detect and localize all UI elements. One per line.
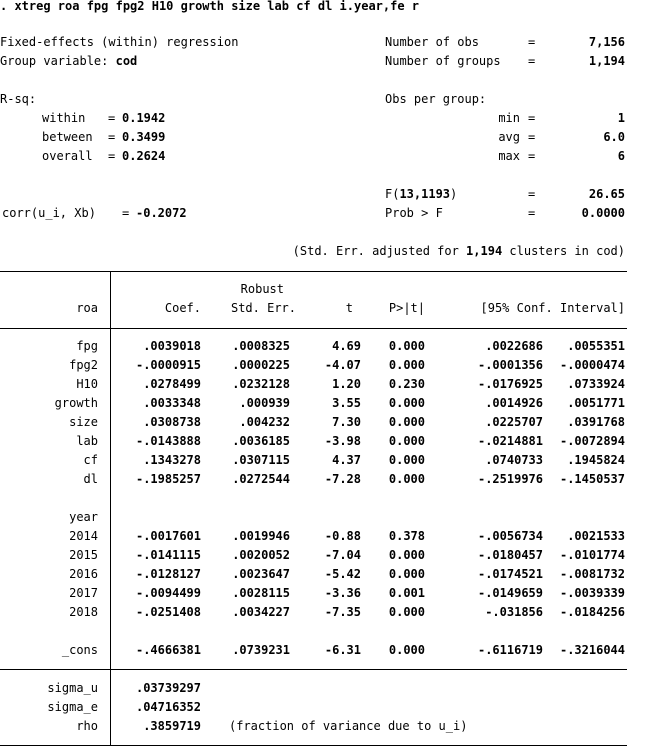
ci-low-cell: .0225707 bbox=[485, 415, 543, 429]
t-cell: 4.69 bbox=[332, 339, 361, 353]
p-cell: 0.000 bbox=[388, 643, 425, 657]
col-coef: Coef. bbox=[164, 301, 201, 315]
p-cell: 0.000 bbox=[388, 548, 425, 562]
coef-cell: -.0251408 bbox=[135, 605, 201, 619]
t-cell: -4.07 bbox=[324, 358, 361, 372]
between-label: between bbox=[42, 130, 93, 144]
col-t: t bbox=[345, 301, 353, 315]
col-se: Std. Err. bbox=[230, 301, 296, 315]
se-cell: .000939 bbox=[239, 396, 290, 410]
overall-label: overall bbox=[42, 149, 93, 163]
avg-value: 6.0 bbox=[603, 130, 625, 144]
within-label: within bbox=[42, 111, 86, 125]
probf-value: 0.0000 bbox=[581, 206, 625, 220]
coef-cell: -.0143888 bbox=[135, 434, 201, 448]
row-name: 2015 bbox=[69, 548, 98, 562]
sigma-u-label: sigma_u bbox=[47, 681, 98, 695]
se-cell: .0019946 bbox=[232, 529, 290, 543]
t-cell: -7.35 bbox=[324, 605, 361, 619]
se-note: (Std. Err. adjusted for 1,194 clusters in cod) bbox=[292, 244, 625, 258]
col-ci: [95% Conf. Interval] bbox=[480, 301, 625, 315]
obs-per-group-label: Obs per group: bbox=[385, 92, 487, 106]
ci-low-cell: -.0174521 bbox=[477, 567, 543, 581]
ci-low-cell: -.0149659 bbox=[477, 586, 543, 600]
ci-low-cell: -.0214881 bbox=[477, 434, 543, 448]
min-value: 1 bbox=[617, 111, 625, 125]
table-top-rule bbox=[0, 271, 627, 272]
p-cell: 0.000 bbox=[388, 605, 425, 619]
table-divider bbox=[110, 271, 111, 745]
ftest-value: 26.65 bbox=[588, 187, 625, 201]
table-bottom-rule bbox=[0, 745, 627, 746]
ci-low-cell: .0014926 bbox=[485, 396, 543, 410]
depvar-label: roa bbox=[76, 301, 98, 315]
se-cell: .0020052 bbox=[232, 548, 290, 562]
row-name: fpg bbox=[76, 339, 98, 353]
coef-cell: .1343278 bbox=[143, 453, 201, 467]
p-cell: 0.000 bbox=[388, 358, 425, 372]
ci-high-cell: -.0184256 bbox=[559, 605, 625, 619]
ci-high-cell: -.0000474 bbox=[559, 358, 625, 372]
p-cell: 0.001 bbox=[388, 586, 425, 600]
ci-high-cell: -.0072894 bbox=[559, 434, 625, 448]
se-cell: .0232128 bbox=[232, 377, 290, 391]
se-cell: .0023647 bbox=[232, 567, 290, 581]
rho-value: .3859719 bbox=[143, 719, 201, 733]
ci-high-cell: -.1450537 bbox=[559, 472, 625, 486]
coef-cell: -.0141115 bbox=[135, 548, 201, 562]
sigma-e-value: .04716352 bbox=[135, 700, 201, 714]
group-var-label: Group variable: bbox=[0, 54, 116, 68]
avg-label: avg bbox=[498, 130, 520, 144]
ci-high-cell: -.0081732 bbox=[559, 567, 625, 581]
t-cell: -0.88 bbox=[324, 529, 361, 543]
t-cell: -5.42 bbox=[324, 567, 361, 581]
col-p: P>|t| bbox=[388, 301, 425, 315]
model-label: Fixed-effects (within) regression bbox=[0, 35, 239, 49]
ci-low-cell: -.0001356 bbox=[477, 358, 543, 372]
se-cell: .0272544 bbox=[232, 472, 290, 486]
coef-cell: -.4666381 bbox=[135, 643, 201, 657]
p-cell: 0.378 bbox=[388, 529, 425, 543]
overall-value: 0.2624 bbox=[122, 149, 166, 163]
p-cell: 0.000 bbox=[388, 415, 425, 429]
ngroups-label: Number of groups bbox=[385, 54, 501, 68]
row-name: fpg2 bbox=[69, 358, 98, 372]
p-cell: 0.230 bbox=[388, 377, 425, 391]
row-name: growth bbox=[54, 396, 98, 410]
year-label: year bbox=[69, 510, 98, 524]
coef-cell: -.0094499 bbox=[135, 586, 201, 600]
ci-low-cell: .0740733 bbox=[485, 453, 543, 467]
row-name: _cons bbox=[61, 643, 98, 657]
ci-high-cell: .0051771 bbox=[567, 396, 625, 410]
p-cell: 0.000 bbox=[388, 567, 425, 581]
se-cell: .0036185 bbox=[232, 434, 290, 448]
row-name: lab bbox=[76, 434, 98, 448]
row-name: 2014 bbox=[69, 529, 98, 543]
row-name: dl bbox=[83, 472, 98, 486]
coef-cell: -.0000915 bbox=[135, 358, 201, 372]
max-label: max bbox=[498, 149, 520, 163]
t-cell: 1.20 bbox=[332, 377, 361, 391]
coef-cell: -.0128127 bbox=[135, 567, 201, 581]
p-cell: 0.000 bbox=[388, 434, 425, 448]
rsq-label: R-sq: bbox=[0, 92, 37, 106]
se-cell: .0307115 bbox=[232, 453, 290, 467]
p-cell: 0.000 bbox=[388, 339, 425, 353]
row-name: 2016 bbox=[69, 567, 98, 581]
ci-low-cell: -.0056734 bbox=[477, 529, 543, 543]
sigma-u-value: .03739297 bbox=[135, 681, 201, 695]
command-line: . xtreg roa fpg fpg2 H10 growth size lab cf dl i.year,fe r bbox=[0, 0, 420, 13]
ci-low-cell: .0022686 bbox=[485, 339, 543, 353]
ci-high-cell: -.0039339 bbox=[559, 586, 625, 600]
ci-high-cell: -.0101774 bbox=[559, 548, 625, 562]
row-name: 2017 bbox=[69, 586, 98, 600]
probf-label: Prob > F bbox=[385, 206, 443, 220]
t-cell: 4.37 bbox=[332, 453, 361, 467]
t-cell: -6.31 bbox=[324, 643, 361, 657]
ftest-label: F(13,1193) bbox=[385, 187, 458, 201]
ci-high-cell: .0733924 bbox=[567, 377, 625, 391]
row-name: cf bbox=[83, 453, 98, 467]
coef-cell: .0308738 bbox=[143, 415, 201, 429]
ci-high-cell: .0391768 bbox=[567, 415, 625, 429]
ci-low-cell: -.0180457 bbox=[477, 548, 543, 562]
ci-low-cell: -.6116719 bbox=[477, 643, 543, 657]
p-cell: 0.000 bbox=[388, 396, 425, 410]
min-label: min bbox=[498, 111, 520, 125]
se-cell: .0000225 bbox=[232, 358, 290, 372]
p-cell: 0.000 bbox=[388, 453, 425, 467]
t-cell: -7.28 bbox=[324, 472, 361, 486]
t-cell: -7.04 bbox=[324, 548, 361, 562]
ci-high-cell: .1945824 bbox=[567, 453, 625, 467]
t-cell: 7.30 bbox=[332, 415, 361, 429]
group-var-value: cod bbox=[115, 54, 138, 68]
table-header-rule bbox=[0, 328, 627, 329]
ci-high-cell: .0021533 bbox=[567, 529, 625, 543]
coef-cell: .0278499 bbox=[143, 377, 201, 391]
t-cell: 3.55 bbox=[332, 396, 361, 410]
coef-cell: -.0017601 bbox=[135, 529, 201, 543]
ci-low-cell: -.0176925 bbox=[477, 377, 543, 391]
ci-high-cell: .0055351 bbox=[567, 339, 625, 353]
group-variable bbox=[0, 52, 137, 71]
rho-label: rho bbox=[76, 719, 98, 733]
sigma-e-label: sigma_e bbox=[47, 700, 98, 714]
corr-label: corr(u_i, Xb) bbox=[2, 206, 96, 220]
t-cell: -3.36 bbox=[324, 586, 361, 600]
ci-high-cell: -.3216044 bbox=[559, 643, 625, 657]
se-cell: .0739231 bbox=[232, 643, 290, 657]
coef-cell: .0033348 bbox=[143, 396, 201, 410]
se-cell: .004232 bbox=[239, 415, 290, 429]
ci-low-cell: -.031856 bbox=[485, 605, 543, 619]
se-cell: .0028115 bbox=[232, 586, 290, 600]
se-cell: .0034227 bbox=[232, 605, 290, 619]
p-cell: 0.000 bbox=[388, 472, 425, 486]
coef-cell: -.1985257 bbox=[135, 472, 201, 486]
nobs-label: Number of obs bbox=[385, 35, 479, 49]
row-name: 2018 bbox=[69, 605, 98, 619]
table-body-rule bbox=[0, 669, 627, 670]
max-value: 6 bbox=[617, 149, 625, 163]
ngroups-value: 1,194 bbox=[588, 54, 625, 68]
row-name: H10 bbox=[76, 377, 98, 391]
between-value: 0.3499 bbox=[122, 130, 166, 144]
coef-cell: .0039018 bbox=[143, 339, 201, 353]
row-name: size bbox=[69, 415, 98, 429]
se-cell: .0008325 bbox=[232, 339, 290, 353]
robust-label: Robust bbox=[240, 282, 284, 296]
t-cell: -3.98 bbox=[324, 434, 361, 448]
rho-note: (fraction of variance due to u_i) bbox=[229, 719, 468, 733]
ci-low-cell: -.2519976 bbox=[477, 472, 543, 486]
corr-value: -0.2072 bbox=[136, 206, 187, 220]
within-value: 0.1942 bbox=[122, 111, 166, 125]
nobs-value: 7,156 bbox=[588, 35, 625, 49]
